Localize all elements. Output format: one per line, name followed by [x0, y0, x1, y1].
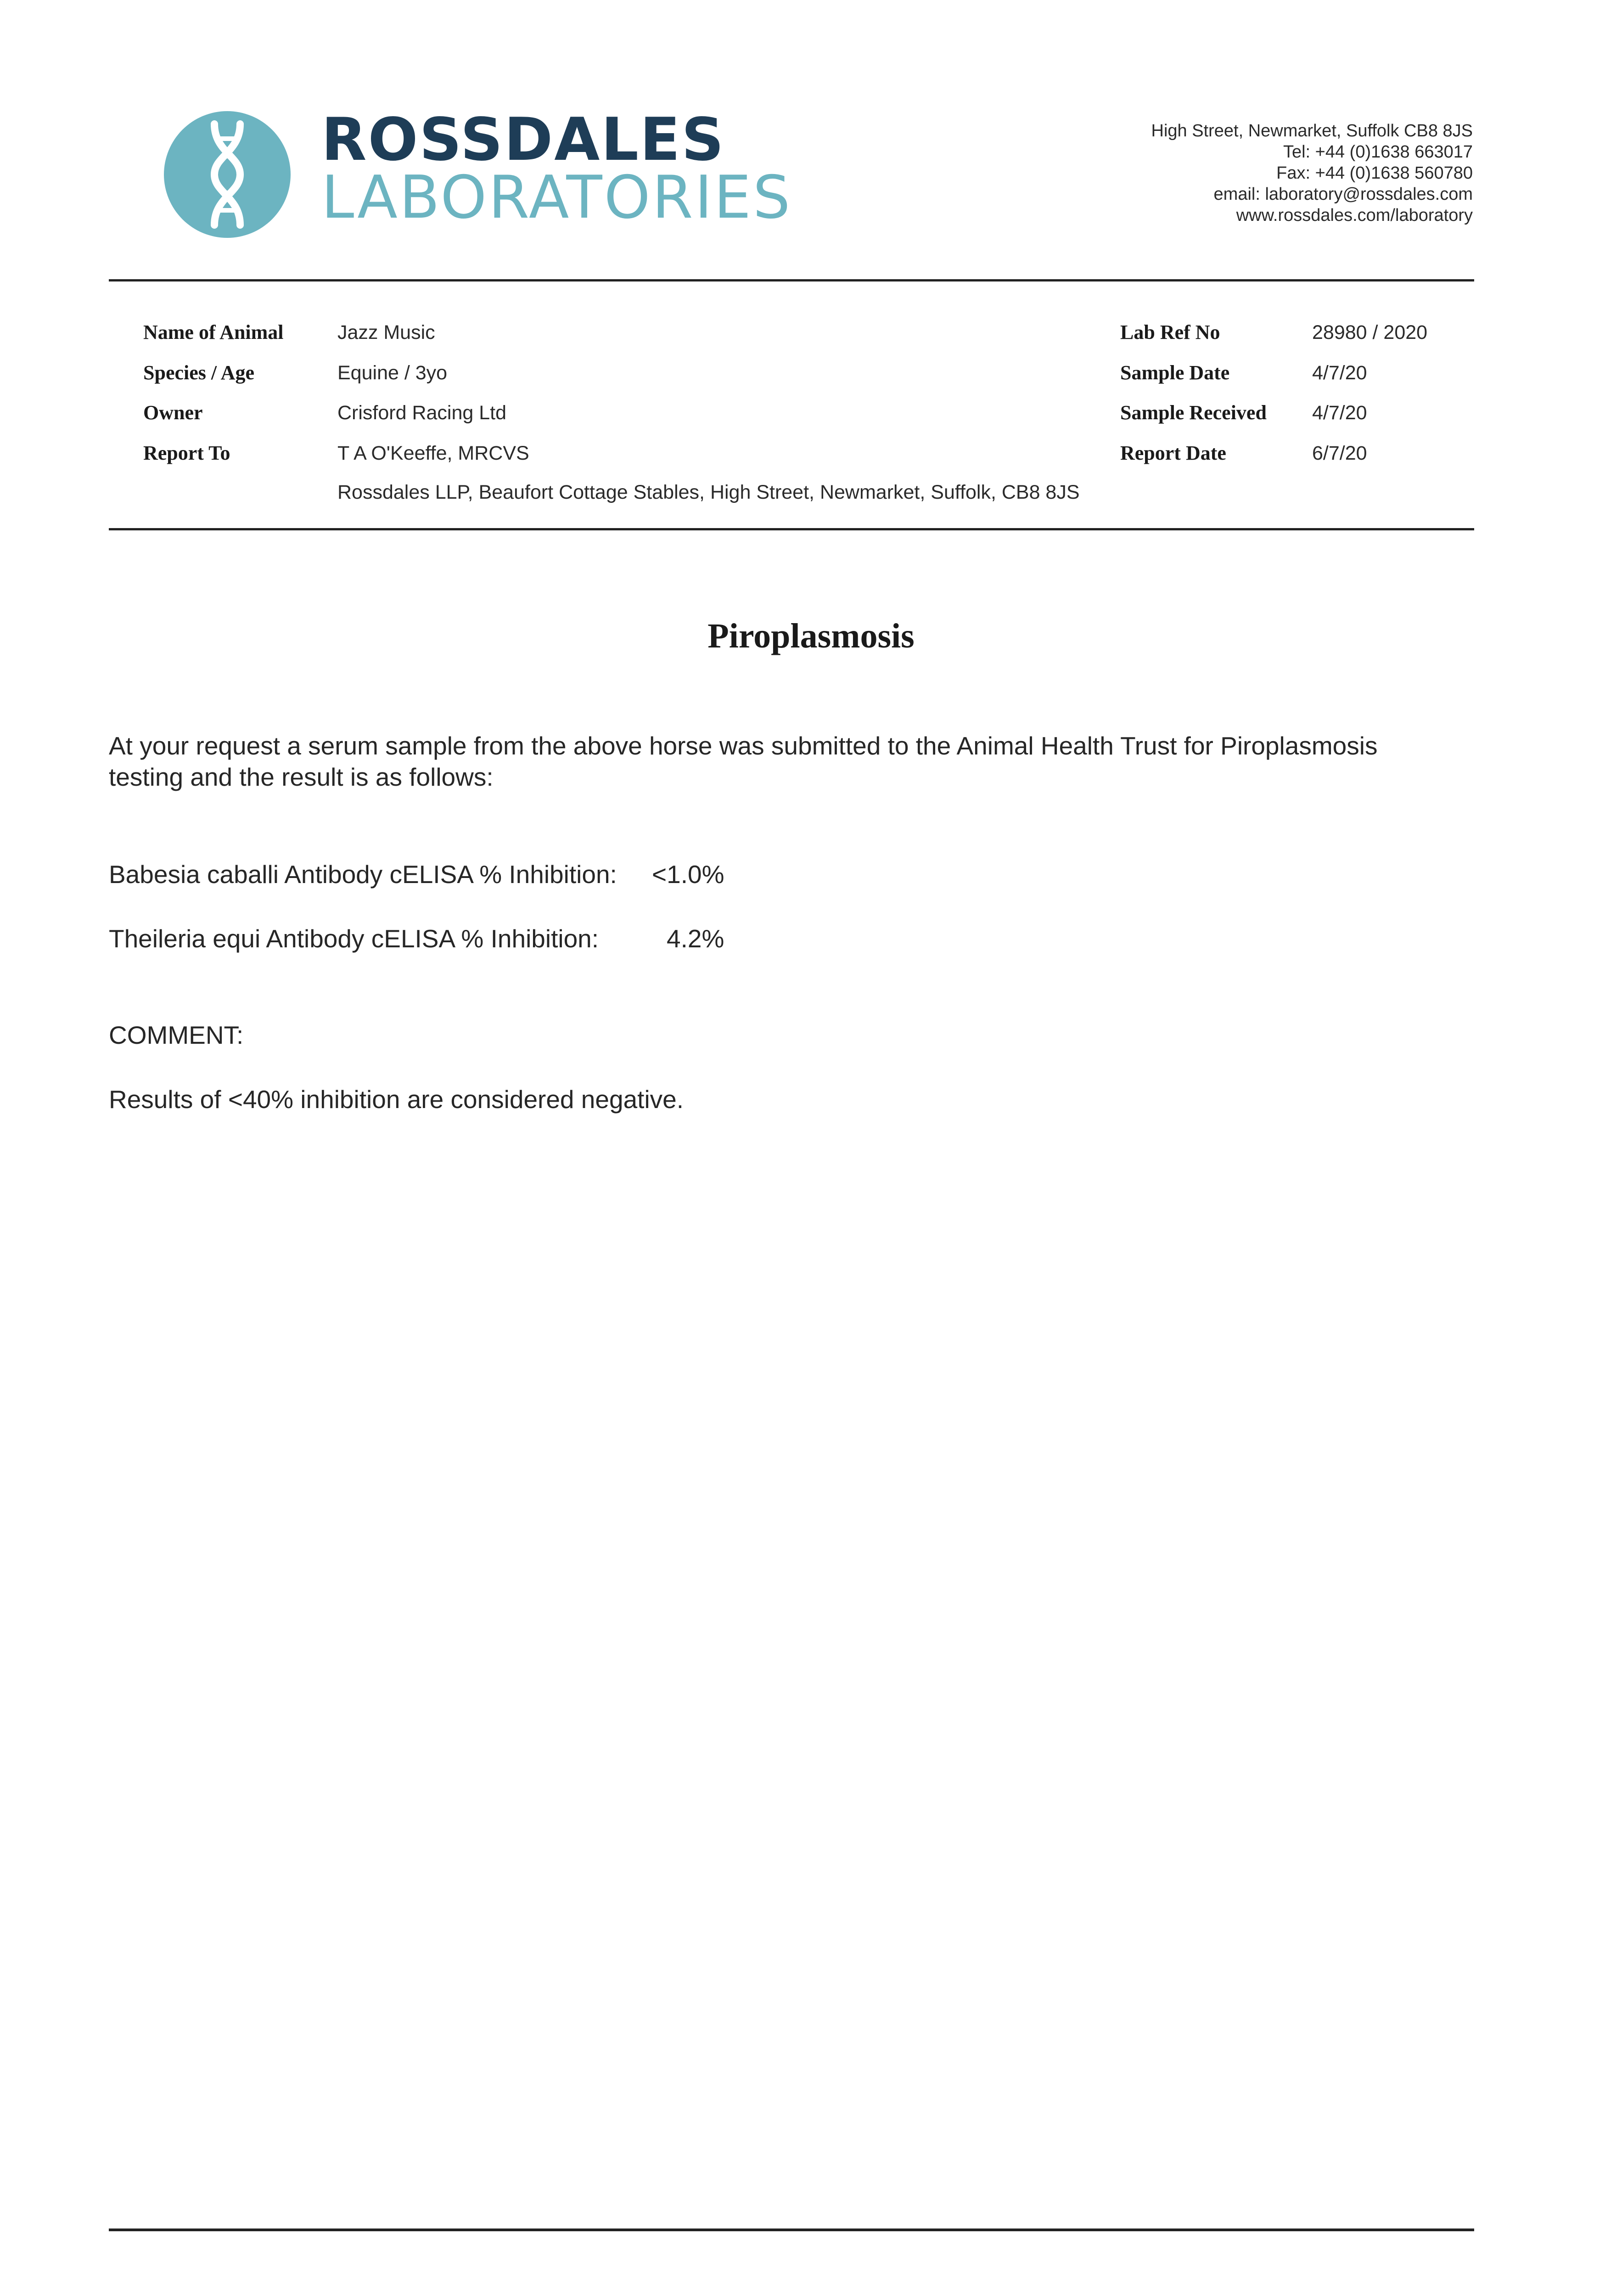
contact-email: email: laboratory@rossdales.com: [1213, 185, 1473, 204]
report-date-label: Report Date: [1120, 442, 1226, 464]
owner-value: Crisford Racing Ltd: [337, 402, 507, 424]
contact-website: www.rossdales.com/laboratory: [1236, 206, 1473, 225]
intro-text-line2: testing and the result is as follows:: [109, 763, 494, 791]
sample-received-label: Sample Received: [1120, 401, 1267, 424]
contact-fax: Fax: +44 (0)1638 560780: [1276, 163, 1473, 183]
owner-label: Owner: [143, 401, 203, 424]
dna-helix-icon: [163, 110, 292, 239]
footer-divider: [109, 2228, 1474, 2231]
header-divider: [109, 279, 1474, 281]
contact-address: High Street, Newmarket, Suffolk CB8 8JS: [1151, 121, 1473, 141]
contact-tel: Tel: +44 (0)1638 663017: [1283, 142, 1473, 162]
comment-heading: COMMENT:: [109, 1021, 244, 1049]
theileria-result-value: 4.2%: [667, 924, 724, 953]
lab-ref-value: 28980 / 2020: [1312, 321, 1428, 343]
theileria-result-label: Theileria equi Antibody cELISA % Inhibition:: [109, 924, 599, 953]
contact-block: [1151, 120, 1473, 226]
species-age-value: Equine / 3yo: [337, 362, 448, 384]
species-age-label: Species / Age: [143, 361, 254, 384]
report-title: Piroplasmosis: [707, 617, 915, 655]
report-to-value: T A O'Keeffe, MRCVS: [337, 442, 529, 464]
company-logo-text: [321, 106, 872, 232]
report-to-address: Rossdales LLP, Beaufort Cottage Stables, High Street, Newmarket, Suffolk, CB8 8JS: [337, 481, 1080, 503]
comment-text: Results of <40% inhibition are considered negative.: [109, 1085, 684, 1114]
babesia-result-value: <1.0%: [652, 860, 724, 889]
name-of-animal-label: Name of Animal: [143, 321, 284, 343]
lab-ref-label: Lab Ref No: [1120, 321, 1220, 343]
name-of-animal-value: Jazz Music: [337, 321, 435, 343]
report-date-value: 6/7/20: [1312, 442, 1367, 464]
logo-line-laboratories: LABORATORIES: [321, 163, 792, 232]
report-to-label: Report To: [143, 442, 230, 464]
logo-line-rossdales: ROSSDALES: [321, 106, 725, 174]
sample-received-value: 4/7/20: [1312, 402, 1367, 424]
babesia-result-label: Babesia caballi Antibody cELISA % Inhibition:: [109, 860, 617, 889]
details-divider: [109, 528, 1474, 530]
sample-date-label: Sample Date: [1120, 361, 1230, 384]
sample-date-value: 4/7/20: [1312, 362, 1367, 384]
intro-text-line1: At your request a serum sample from the above horse was submitted to the Animal Health Trust for Piroplasmosis: [109, 732, 1378, 760]
